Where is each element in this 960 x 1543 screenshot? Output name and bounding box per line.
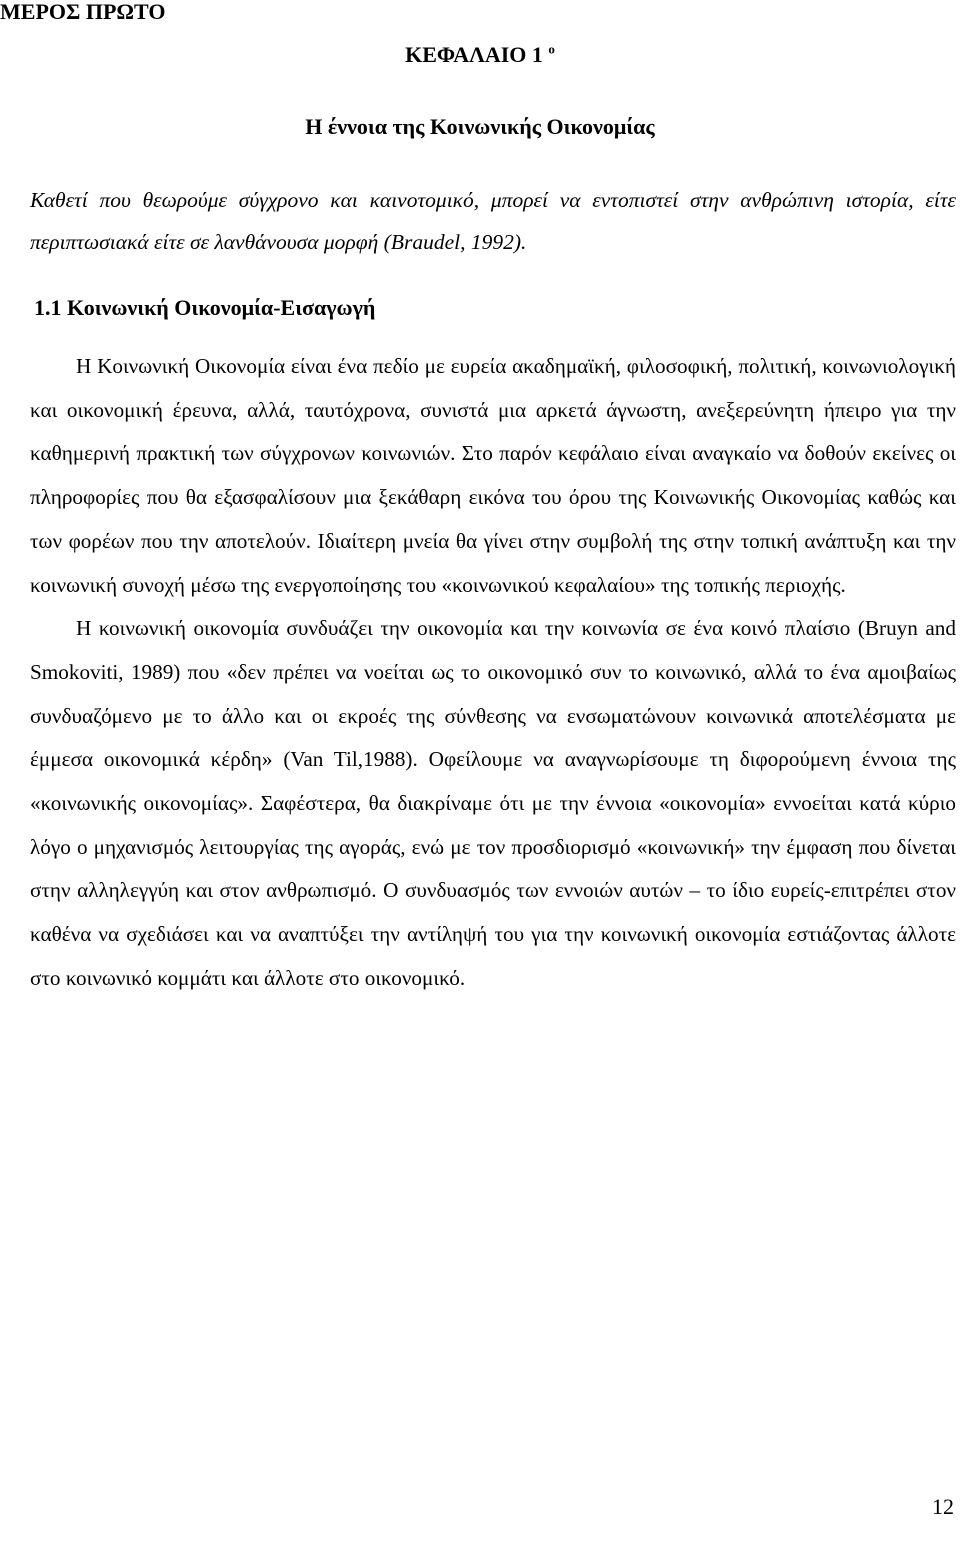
- chapter-title: [0, 41, 960, 69]
- part-title: ΜΕΡΟΣ ΠΡΩΤΟ: [0, 0, 166, 24]
- page-number: 12: [932, 1494, 954, 1519]
- chapter-label: ΚΕΦΑΛΑΙΟ 1: [405, 42, 543, 67]
- body-paragraph: Η κοινωνική οικονομία συνδυάζει την οικονομία και την κοινωνία σε ένα κοινό πλαίσιο (Bruyn and Smokoviti, 1989) που «δεν πρέπει να νοείται ως το οικονομικό συν το κοινωνικό, αλλά το ένα αμοιβαίως συνδυαζόμενο με το άλλο και οι εκροές της σύνθεσης να ενσωματώνουν κοινωνικά αποτελέσματα με έμμεσα οικονομικά κέρδη» (Van Til,1988). Οφείλουμε να αναγνωρίσουμε τη διφορούμενη έννοια της «κοινωνικής οικονομίας». Σαφέστερα, θα διακρίναμε ότι με την έννοια «οικονομία» εννοείται κατά κύριο λόγο ο μηχανισμός λειτουργίας της αγοράς, ενώ με τον προσδιορισμό «κοινωνική» την έμφαση που δίνεται στην αλληλεγγύη και στον ανθρωπισμό. Ο συνδυασμός των εννοιών αυτών – το ίδιο ευρείς-επιτρέπει στον καθένα να σχεδιάσει και να αναπτύξει την αντίληψή του για την κοινωνική οικονομία εστιάζοντας άλλοτε στο κοινωνικό κομμάτι και άλλοτε στο οικονομικό.: [30, 616, 956, 990]
- chapter-superscript: ο: [548, 41, 555, 57]
- body-paragraph: Η Κοινωνική Οικονομία είναι ένα πεδίο με ευρεία ακαδημαϊκή, φιλοσοφική, πολιτική, κοινωνιολογική και οικονομική έρευνα, αλλά, ταυτόχρονα, συνιστά μια αρκετά άγνωστη, ανεξερεύνητη ήπειρο για την καθημερινή πρακτική των σύγχρονων κοινωνιών. Στο παρόν κεφάλαιο είναι αναγκαίο να δοθούν εκείνες οι πληροφορίες που θα εξασφαλίσουν μια ξεκάθαρη εικόνα του όρου της Κοινωνικής Οικονομίας καθώς και των φορέων που την αποτελούν. Ιδιαίτερη μνεία θα γίνει στην συμβολή της στην τοπική ανάπτυξη και την κοινωνική συνοχή μέσω της ενεργοποίησης του «κοινωνικού κεφαλαίου» της τοπικής περιοχής.: [30, 354, 956, 597]
- section-body: [30, 345, 956, 1001]
- chapter-subtitle: Η έννοια της Κοινωνικής Οικονομίας: [305, 114, 655, 139]
- section-heading: 1.1 Κοινωνική Οικονομία-Εισαγωγή: [34, 295, 376, 320]
- epigraph-quote: Καθετί που θεωρούμε σύγχρονο και καινοτομικό, μπορεί να εντοπιστεί στην ανθρώπινη ιστορία, είτε περιπτωσιακά είτε σε λανθάνουσα μορφή (Braudel, 1992).: [30, 188, 956, 254]
